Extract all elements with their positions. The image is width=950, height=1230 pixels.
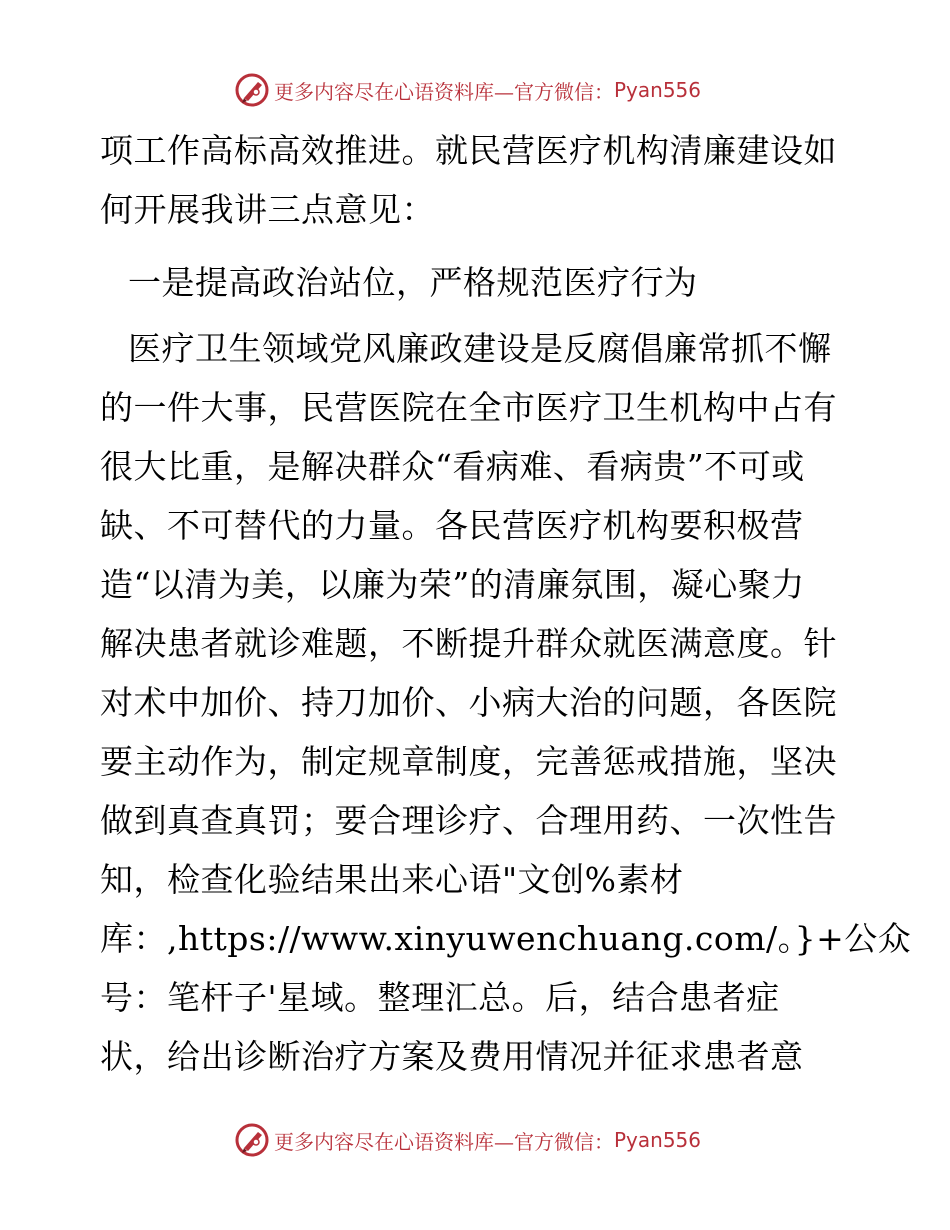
text-line: 缺、不可替代的力量。各民营医疗机构要积极营 [100,506,804,545]
document-body [100,121,912,1086]
text-line: 对术中加价、持刀加价、小病大治的问题，各医院 [100,683,837,722]
text-line: 库：,https://www.xinyuwenchuang.com/。}+公众 [100,919,912,958]
watermark-text: 更多内容尽在心语资料库—官方微信： [274,1129,614,1154]
text-line: 医疗卫生领域党风廉政建设是反腐倡廉常抓不懈 [128,329,832,368]
header-watermark [234,72,701,108]
text-line: 做到真查真罚；要合理诊疗、合理用药、一次性告 [100,801,837,840]
section-heading: 一是提高政治站位，严格规范医疗行为 [128,263,698,302]
watermark-contact: Pyan556 [614,1128,702,1152]
text-line: 解决患者就诊难题，不断提升群众就医满意度。针 [100,624,837,663]
watermark-text: 更多内容尽在心语资料库—官方微信： [274,79,614,104]
footer-watermark [234,1122,701,1158]
text-line: 何开展我讲三点意见： [100,190,435,229]
text-line: 的一件大事，民营医院在全市医疗卫生机构中占有 [100,388,837,427]
pen-logo-icon [234,72,270,108]
text-line: 项工作高标高效推进。就民营医疗机构清廉建设如 [100,131,837,170]
text-line: 很大比重，是解决群众“看病难、看病贵”不可或 [100,447,805,486]
pen-logo-icon [234,1122,270,1158]
text-line: 要主动作为，制定规章制度，完善惩戒措施，坚决 [100,742,837,781]
text-line: 状，给出诊断治疗方案及费用情况并征求患者意 [100,1037,804,1076]
watermark-contact: Pyan556 [614,78,702,102]
text-line: 号：笔杆子'星域。整理汇总。后，结合患者症 [100,978,780,1017]
text-line: 造“以清为美，以廉为荣”的清廉氛围，凝心聚力 [100,565,805,604]
text-line: 知，检查化验结果出来心语"文创%素材 [100,860,684,899]
